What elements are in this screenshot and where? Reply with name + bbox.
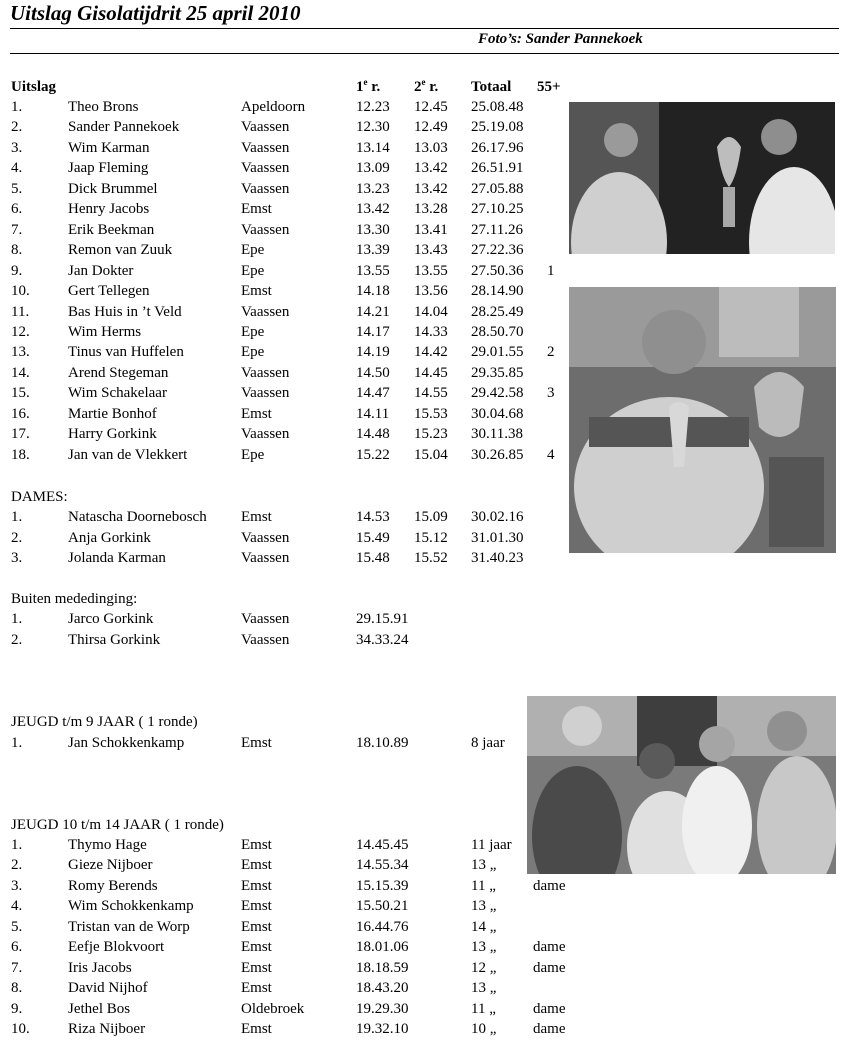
results-round1: 12.23 xyxy=(356,99,390,115)
buiten-name: Thirsa Gorkink xyxy=(68,631,161,648)
dames-name: Anja Gorkink xyxy=(68,529,151,546)
jeugd14-time: 14.55.34 xyxy=(356,857,409,874)
jeugd14-time: 18.18.59 xyxy=(356,959,409,976)
results-place: Vaassen xyxy=(241,426,290,443)
photo-youth-prize-image xyxy=(527,696,836,874)
round1-header: 1e r. xyxy=(356,77,381,95)
dames-round2: 15.12 xyxy=(414,529,448,546)
dames-total: 31.40.23 xyxy=(471,550,524,566)
jeugd14-age: 14 „ xyxy=(471,918,497,935)
photo-trophy-handover-image xyxy=(569,102,835,254)
results-total: 28.14.90 xyxy=(471,283,524,300)
results-round2: 12.45 xyxy=(414,99,448,115)
results-total: 29.35.85 xyxy=(471,364,524,381)
results-round2: 13.42 xyxy=(414,180,448,197)
results-name: Dick Brummel xyxy=(68,180,158,197)
results-round2: 13.56 xyxy=(414,283,448,300)
jeugd14-note: dame xyxy=(533,1000,566,1017)
jeugd14-row xyxy=(0,896,850,916)
jeugd9-name: Jan Schokkenkamp xyxy=(68,735,185,751)
jeugd14-time: 18.43.20 xyxy=(356,980,409,997)
jeugd14-row xyxy=(0,978,850,998)
jeugd14-name: Wim Schokkenkamp xyxy=(68,898,194,915)
photo-youth-prize xyxy=(527,696,836,874)
results-round2: 14.04 xyxy=(414,303,448,320)
results-place: Epe xyxy=(241,323,265,340)
jeugd14-note: dame xyxy=(533,939,566,956)
photo-rider-with-trophy xyxy=(569,287,836,553)
buiten-place: Vaassen xyxy=(241,631,290,648)
jeugd14-rank: 9. xyxy=(11,1000,23,1017)
results-name: Tinus van Huffelen xyxy=(68,344,184,361)
results-round2: 14.55 xyxy=(414,385,448,402)
results-rank: 13. xyxy=(11,344,30,361)
jeugd14-name: Riza Nijboer xyxy=(68,1021,146,1038)
jeugd14-place: Emst xyxy=(241,939,272,956)
jeugd14-name: Tristan van de Worp xyxy=(68,918,190,935)
results-round1: 14.47 xyxy=(356,385,390,402)
jeugd14-place: Emst xyxy=(241,837,272,853)
dames-place: Emst xyxy=(241,509,272,525)
results-name: Wim Schakelaar xyxy=(68,385,167,402)
jeugd14-rank: 8. xyxy=(11,980,23,997)
results-round1: 14.19 xyxy=(356,344,390,361)
results-rank: 14. xyxy=(11,364,30,381)
jeugd14-time: 19.29.30 xyxy=(356,1000,409,1017)
results-place: Emst xyxy=(241,201,272,218)
dames-total: 31.01.30 xyxy=(471,529,524,546)
results-round1: 13.42 xyxy=(356,201,390,218)
results-round1: 12.30 xyxy=(356,119,390,136)
dames-heading: DAMES: xyxy=(11,489,68,505)
jeugd14-place: Emst xyxy=(241,898,272,915)
dames-place: Vaassen xyxy=(241,550,290,566)
results-round1: 14.21 xyxy=(356,303,390,320)
dames-name: Natascha Doornebosch xyxy=(68,509,207,525)
results-total: 27.10.25 xyxy=(471,201,524,218)
results-place: Emst xyxy=(241,405,272,422)
buiten-rank: 1. xyxy=(11,611,23,627)
results-row xyxy=(0,261,850,281)
results-round2: 14.45 xyxy=(414,364,448,381)
jeugd14-note: dame xyxy=(533,1021,566,1038)
jeugd14-rank: 4. xyxy=(11,898,23,915)
dames-rank: 3. xyxy=(11,550,23,566)
results-place: Vaassen xyxy=(241,160,290,177)
results-name: Jan Dokter xyxy=(68,262,134,279)
jeugd14-age: 11 jaar xyxy=(471,837,512,853)
photo-credit: Foto’s: Sander Pannekoek xyxy=(478,31,643,47)
jeugd14-place: Emst xyxy=(241,980,272,997)
jeugd14-name: Gieze Nijboer xyxy=(68,857,153,874)
results-total: 27.05.88 xyxy=(471,180,524,197)
results-total: 27.11.26 xyxy=(471,221,523,238)
results-round2: 15.04 xyxy=(414,446,448,463)
results-name: Sander Pannekoek xyxy=(68,119,180,136)
jeugd14-note: dame xyxy=(533,877,566,894)
results-place: Vaassen xyxy=(241,119,290,136)
results-place: Vaassen xyxy=(241,221,290,238)
results-total: 27.50.36 xyxy=(471,262,524,279)
jeugd9-rank: 1. xyxy=(11,735,23,751)
title-rule xyxy=(10,28,839,29)
results-name: Arend Stegeman xyxy=(68,364,169,381)
results-total: 30.11.38 xyxy=(471,426,523,443)
results-name: Gert Tellegen xyxy=(68,283,150,300)
results-round1: 13.23 xyxy=(356,180,390,197)
results-place: Vaassen xyxy=(241,303,290,320)
results-round2: 14.42 xyxy=(414,344,448,361)
results-total: 28.25.49 xyxy=(471,303,524,320)
results-round2: 14.33 xyxy=(414,323,448,340)
jeugd14-rank: 7. xyxy=(11,959,23,976)
jeugd9-age: 8 jaar xyxy=(471,735,505,751)
results-round1: 13.14 xyxy=(356,139,390,156)
dames-round1: 15.48 xyxy=(356,550,390,566)
jeugd14-place: Emst xyxy=(241,918,272,935)
results-round2: 13.41 xyxy=(414,221,448,238)
results-round1: 14.18 xyxy=(356,283,390,300)
jeugd14-heading: JEUGD 10 t/m 14 JAAR ( 1 ronde) xyxy=(11,817,224,833)
results-round1: 14.50 xyxy=(356,364,390,381)
results-round2: 13.03 xyxy=(414,139,448,156)
results-round2: 13.42 xyxy=(414,160,448,177)
results-name: Erik Beekman xyxy=(68,221,155,238)
results-age55: 4 xyxy=(547,446,555,463)
results-round1: 14.17 xyxy=(356,323,390,340)
results-place: Epe xyxy=(241,262,265,279)
results-rank: 9. xyxy=(11,262,23,279)
jeugd14-name: Thymo Hage xyxy=(68,837,147,853)
jeugd14-rank: 2. xyxy=(11,857,23,874)
results-header xyxy=(0,77,850,97)
results-name: Harry Gorkink xyxy=(68,426,157,443)
jeugd14-rank: 1. xyxy=(11,837,23,853)
jeugd14-age: 11 „ xyxy=(471,1000,496,1017)
results-name: Jaap Fleming xyxy=(68,160,149,177)
dames-round1: 15.49 xyxy=(356,529,390,546)
jeugd14-time: 19.32.10 xyxy=(356,1021,409,1038)
dames-round1: 14.53 xyxy=(356,509,390,525)
results-name: Bas Huis in ’t Veld xyxy=(68,303,182,320)
dames-total: 30.02.16 xyxy=(471,509,524,525)
results-round1: 13.09 xyxy=(356,160,390,177)
dames-round2: 15.09 xyxy=(414,509,448,525)
jeugd14-row xyxy=(0,876,850,896)
jeugd14-place: Emst xyxy=(241,877,272,894)
jeugd14-place: Oldebroek xyxy=(241,1000,305,1017)
results-rank: 17. xyxy=(11,426,30,443)
jeugd14-age: 13 „ xyxy=(471,980,497,997)
results-place: Epe xyxy=(241,446,265,463)
jeugd14-name: Iris Jacobs xyxy=(68,959,132,976)
results-place: Emst xyxy=(241,283,272,300)
results-total: 27.22.36 xyxy=(471,242,524,259)
results-place: Vaassen xyxy=(241,385,290,402)
jeugd14-row xyxy=(0,999,850,1019)
results-rank: 8. xyxy=(11,242,23,259)
jeugd14-name: Romy Berends xyxy=(68,877,158,894)
round2-header: 2e r. xyxy=(414,77,439,95)
jeugd14-time: 15.50.21 xyxy=(356,898,409,915)
results-place: Epe xyxy=(241,344,265,361)
dames-name: Jolanda Karman xyxy=(68,550,166,566)
jeugd14-rank: 10. xyxy=(11,1021,30,1038)
jeugd14-note: dame xyxy=(533,959,566,976)
dames-rank: 2. xyxy=(11,529,23,546)
dames-rank: 1. xyxy=(11,509,23,525)
results-place: Vaassen xyxy=(241,139,290,156)
results-rank: 2. xyxy=(11,119,23,136)
results-name: Theo Brons xyxy=(68,99,139,115)
buiten-row xyxy=(0,609,850,629)
buiten-time: 29.15.91 xyxy=(356,611,409,627)
jeugd14-age: 10 „ xyxy=(471,1021,497,1038)
buiten-heading: Buiten mededinging: xyxy=(11,591,138,607)
jeugd14-time: 18.01.06 xyxy=(356,939,409,956)
jeugd14-age: 12 „ xyxy=(471,959,497,976)
results-round2: 13.55 xyxy=(414,262,448,279)
results-heading: Uitslag xyxy=(11,79,56,95)
dames-place: Vaassen xyxy=(241,529,290,546)
results-total: 25.19.08 xyxy=(471,119,524,136)
results-total: 29.42.58 xyxy=(471,385,524,402)
photo-rider-with-trophy-image xyxy=(569,287,836,553)
jeugd14-row xyxy=(0,937,850,957)
results-name: Henry Jacobs xyxy=(68,201,150,218)
results-place: Epe xyxy=(241,242,265,259)
jeugd9-time: 18.10.89 xyxy=(356,735,409,751)
jeugd14-row xyxy=(0,917,850,937)
results-rank: 6. xyxy=(11,201,23,218)
results-age55: 2 xyxy=(547,344,555,361)
results-rank: 3. xyxy=(11,139,23,156)
jeugd14-place: Emst xyxy=(241,857,272,874)
buiten-place: Vaassen xyxy=(241,611,290,627)
jeugd14-age: 13 „ xyxy=(471,939,497,956)
results-total: 29.01.55 xyxy=(471,344,524,361)
results-total: 28.50.70 xyxy=(471,323,524,340)
results-round2: 13.43 xyxy=(414,242,448,259)
jeugd14-age: 11 „ xyxy=(471,877,496,894)
results-rank: 12. xyxy=(11,323,30,340)
results-round1: 13.39 xyxy=(356,242,390,259)
results-place: Vaassen xyxy=(241,364,290,381)
jeugd14-place: Emst xyxy=(241,959,272,976)
jeugd14-rank: 3. xyxy=(11,877,23,894)
results-round2: 12.49 xyxy=(414,119,448,136)
results-name: Jan van de Vlekkert xyxy=(68,446,188,463)
results-rank: 11. xyxy=(11,303,30,320)
jeugd14-rank: 6. xyxy=(11,939,23,956)
jeugd14-row xyxy=(0,958,850,978)
results-rank: 10. xyxy=(11,283,30,300)
results-round1: 14.48 xyxy=(356,426,390,443)
results-total: 26.17.96 xyxy=(471,139,524,156)
results-name: Wim Herms xyxy=(68,323,142,340)
results-name: Remon van Zuuk xyxy=(68,242,173,259)
results-rank: 4. xyxy=(11,160,23,177)
results-total: 30.04.68 xyxy=(471,405,524,422)
jeugd14-place: Emst xyxy=(241,1021,272,1038)
buiten-row xyxy=(0,630,850,650)
dames-round2: 15.52 xyxy=(414,550,448,566)
results-name: Wim Karman xyxy=(68,139,150,156)
credit-rule xyxy=(10,53,839,54)
results-round1: 14.11 xyxy=(356,405,390,422)
buiten-time: 34.33.24 xyxy=(356,631,409,648)
results-place: Apeldoorn xyxy=(241,99,306,115)
results-age55: 3 xyxy=(547,385,555,402)
jeugd14-rank: 5. xyxy=(11,918,23,935)
results-place: Vaassen xyxy=(241,180,290,197)
jeugd14-name: Eefje Blokvoort xyxy=(68,939,165,956)
total-header: Totaal xyxy=(471,79,512,95)
results-rank: 16. xyxy=(11,405,30,422)
page-title: Uitslag Gisolatijdrit 25 april 2010 xyxy=(10,1,301,25)
photo-trophy-handover xyxy=(569,102,835,254)
buiten-name: Jarco Gorkink xyxy=(68,611,154,627)
age55-header: 55+ xyxy=(537,79,561,95)
results-round1: 13.30 xyxy=(356,221,390,238)
jeugd14-age: 13 „ xyxy=(471,857,497,874)
results-round2: 13.28 xyxy=(414,201,448,218)
jeugd14-row xyxy=(0,1019,850,1039)
results-total: 30.26.85 xyxy=(471,446,524,463)
results-rank: 7. xyxy=(11,221,23,238)
results-rank: 5. xyxy=(11,180,23,197)
results-total: 25.08.48 xyxy=(471,99,524,115)
results-rank: 1. xyxy=(11,99,23,115)
results-round1: 15.22 xyxy=(356,446,390,463)
jeugd14-time: 15.15.39 xyxy=(356,877,409,894)
jeugd9-place: Emst xyxy=(241,735,272,751)
results-round2: 15.23 xyxy=(414,426,448,443)
results-rank: 15. xyxy=(11,385,30,402)
results-name: Martie Bonhof xyxy=(68,405,157,422)
jeugd9-heading: JEUGD t/m 9 JAAR ( 1 ronde) xyxy=(11,714,198,730)
results-total: 26.51.91 xyxy=(471,160,524,177)
results-round2: 15.53 xyxy=(414,405,448,422)
jeugd14-time: 14.45.45 xyxy=(356,837,409,853)
results-age55: 1 xyxy=(547,262,555,279)
jeugd14-age: 13 „ xyxy=(471,898,497,915)
results-round1: 13.55 xyxy=(356,262,390,279)
jeugd14-name: David Nijhof xyxy=(68,980,148,997)
jeugd14-name: Jethel Bos xyxy=(68,1000,131,1017)
results-rank: 18. xyxy=(11,446,30,463)
jeugd14-time: 16.44.76 xyxy=(356,918,409,935)
buiten-rank: 2. xyxy=(11,631,23,648)
